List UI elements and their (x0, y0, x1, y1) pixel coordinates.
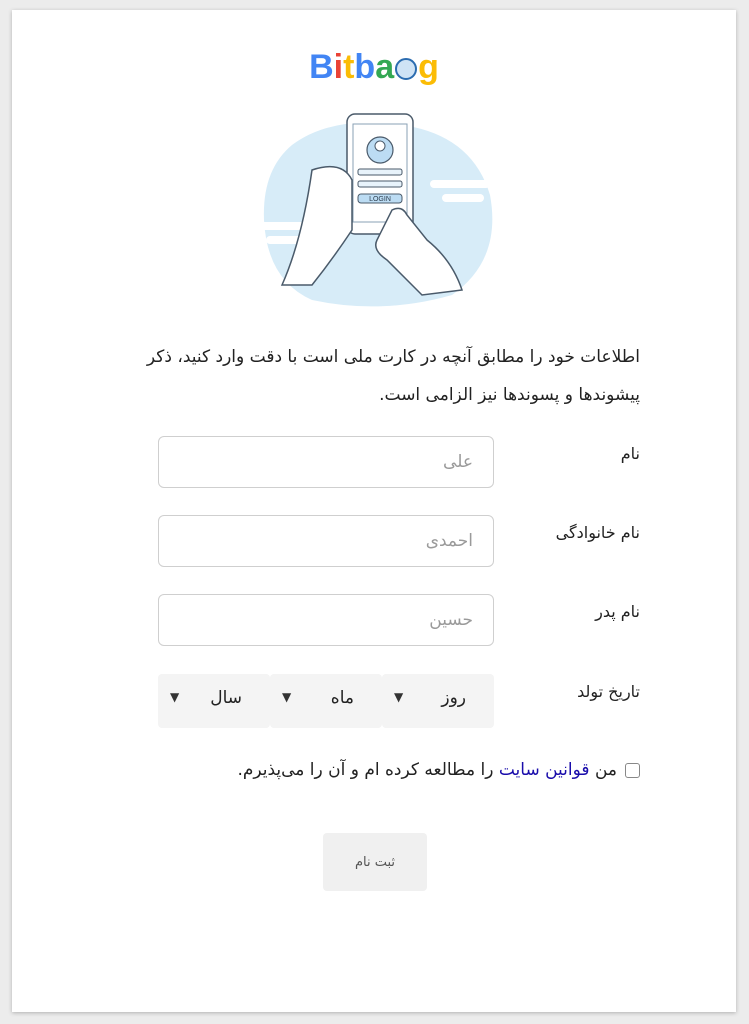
logo-letter-a: a (375, 48, 395, 86)
submit-button[interactable]: ثبت نام (323, 833, 427, 891)
logo-letter-b: B (309, 48, 334, 86)
illustration-login-text: LOGIN (369, 196, 391, 203)
first-name-input[interactable] (158, 436, 494, 488)
logo-seal-icon (395, 58, 417, 80)
birth-year-select[interactable] (158, 674, 270, 728)
last-name-label: نام خانوادگی (555, 523, 640, 542)
terms-suffix: را مطالعه کرده ام و آن را می‌پذیرم. (237, 760, 494, 780)
brand-logo (12, 48, 736, 87)
last-name-row (12, 515, 736, 571)
terms-agreement (237, 760, 640, 780)
logo-letter-g: g (418, 48, 439, 86)
triangle-down-icon: ▼ (170, 690, 180, 704)
logo-letter-i: i (333, 48, 344, 86)
last-name-input[interactable] (158, 515, 494, 567)
intro-text: اطلاعات خود را مطابق آنچه در کارت ملی است با دقت وارد کنید، ذکر پیشوندها و پسوندها نیز الزامی است. (146, 347, 640, 405)
logo-letter-b2: b (354, 48, 376, 86)
birth-year-value: سال (210, 688, 242, 708)
father-name-input[interactable] (158, 594, 494, 646)
birth-date-row (12, 674, 736, 730)
terms-link[interactable]: قوانین سایت (498, 760, 590, 780)
first-name-label: نام (620, 444, 640, 463)
logo-letter-t: t (343, 48, 355, 86)
father-name-row (12, 594, 736, 650)
birth-date-label: تاریخ تولد (577, 682, 640, 701)
birth-day-value: روز (441, 688, 466, 708)
terms-prefix: من (594, 760, 617, 780)
birth-day-select[interactable] (382, 674, 494, 728)
birth-month-value: ماه (330, 688, 354, 708)
triangle-down-icon: ▼ (282, 690, 292, 704)
father-name-label: نام پدر (595, 602, 640, 621)
signup-card (12, 10, 736, 1012)
phone-login-illustration (252, 110, 502, 310)
first-name-row (12, 436, 736, 492)
triangle-down-icon: ▼ (394, 690, 404, 704)
birth-month-select[interactable] (270, 674, 382, 728)
terms-checkbox[interactable] (625, 763, 640, 778)
